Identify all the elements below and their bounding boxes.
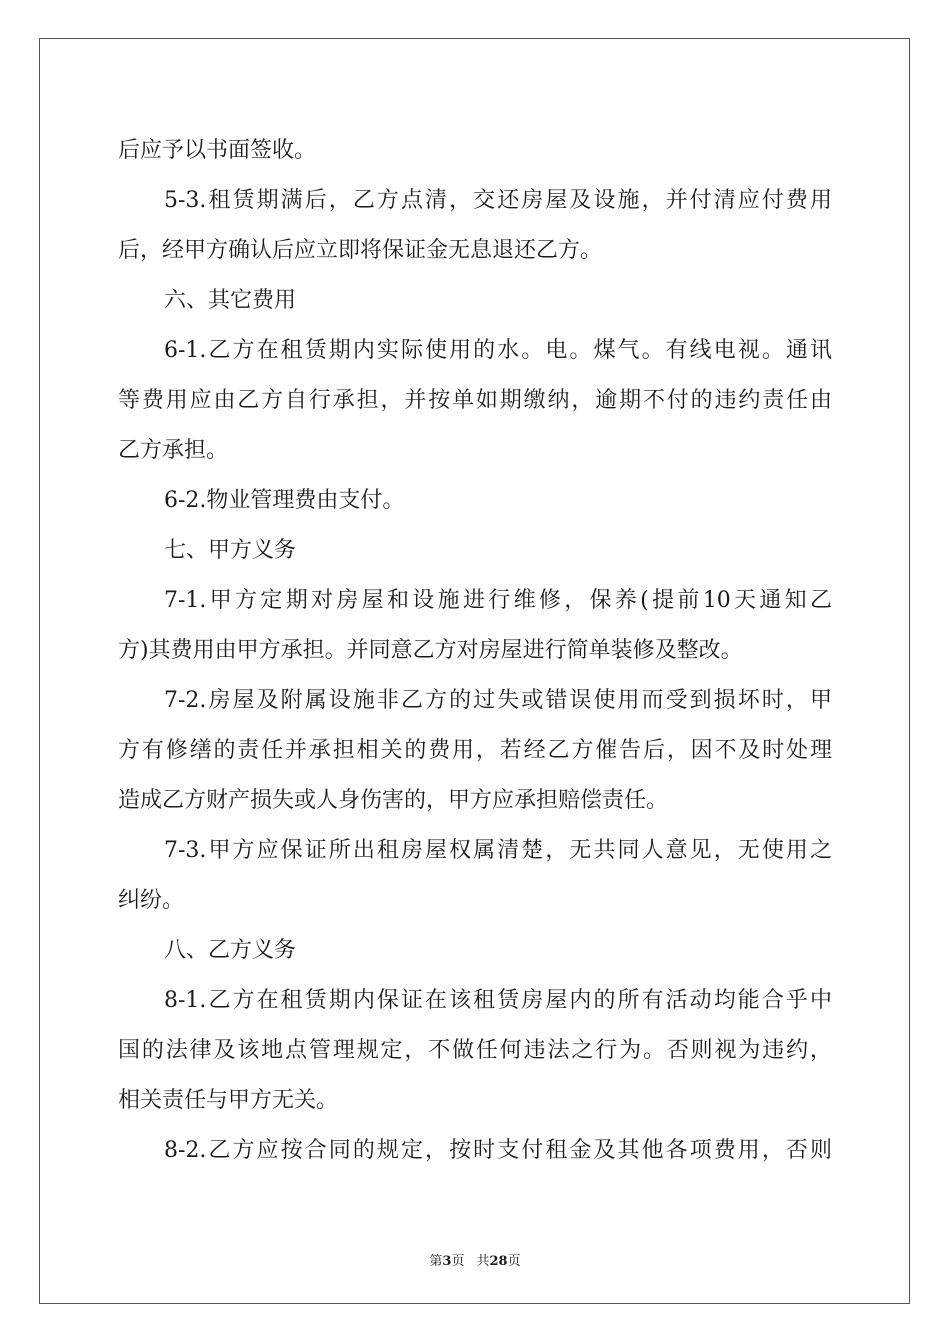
text-line-16: 纠纷。 xyxy=(118,888,185,913)
footer-total-prefix: 共 xyxy=(476,1254,490,1269)
section-heading-8: 八、乙方义务 xyxy=(164,938,297,963)
section-heading-6: 六、其它费用 xyxy=(164,288,297,313)
footer-page-prefix: 第 xyxy=(429,1254,443,1269)
text-line-10: 7-1.甲方定期对房屋和设施进行维修，保养(提前10天通知乙 xyxy=(164,588,832,613)
text-line-12: 7-2.房屋及附属设施非乙方的过失或错误使用而受到损坏时，甲 xyxy=(164,688,832,713)
footer-page-suffix: 页 xyxy=(451,1254,465,1269)
page-footer xyxy=(0,1250,950,1269)
text-line-18: 8-1.乙方在租赁期内保证在该租赁房屋内的所有活动均能合乎中 xyxy=(164,988,832,1013)
text-line-1: 后应予以书面签收。 xyxy=(118,138,317,163)
text-line-3: 后，经甲方确认后应立即将保证金无息退还乙方。 xyxy=(118,238,603,263)
text-line-7: 乙方承担。 xyxy=(118,438,229,463)
footer-total-pages: 28 xyxy=(489,1254,508,1269)
text-line-19: 国的法律及该地点管理规定，不做任何违法之行为。否则视为违约， xyxy=(118,1038,832,1063)
text-line-20: 相关责任与甲方无关。 xyxy=(118,1088,339,1113)
text-line-5: 6-1.乙方在租赁期内实际使用的水。电。煤气。有线电视。通讯 xyxy=(164,338,832,363)
section-heading-7: 七、甲方义务 xyxy=(164,538,297,563)
document-body xyxy=(118,126,832,1176)
text-line-13: 方有修缮的责任并承担相关的费用，若经乙方催告后，因不及时处理 xyxy=(118,738,832,763)
footer-total-suffix: 页 xyxy=(507,1254,521,1269)
text-line-14: 造成乙方财产损失或人身伤害的，甲方应承担赔偿责任。 xyxy=(118,788,669,813)
text-line-8: 6-2.物业管理费由支付。 xyxy=(164,488,405,513)
text-line-11: 方)其费用由甲方承担。并同意乙方对房屋进行简单装修及整改。 xyxy=(118,638,743,663)
text-line-15: 7-3.甲方应保证所出租房屋权属清楚，无共同人意见，无使用之 xyxy=(164,838,832,863)
text-line-21: 8-2.乙方应按合同的规定，按时支付租金及其他各项费用，否则 xyxy=(164,1138,832,1163)
text-line-2: 5-3.租赁期满后，乙方点清，交还房屋及设施，并付清应付费用 xyxy=(164,188,832,213)
text-line-6: 等费用应由乙方自行承担，并按单如期缴纳，逾期不付的违约责任由 xyxy=(118,388,832,413)
footer-page-number: 3 xyxy=(442,1254,452,1269)
